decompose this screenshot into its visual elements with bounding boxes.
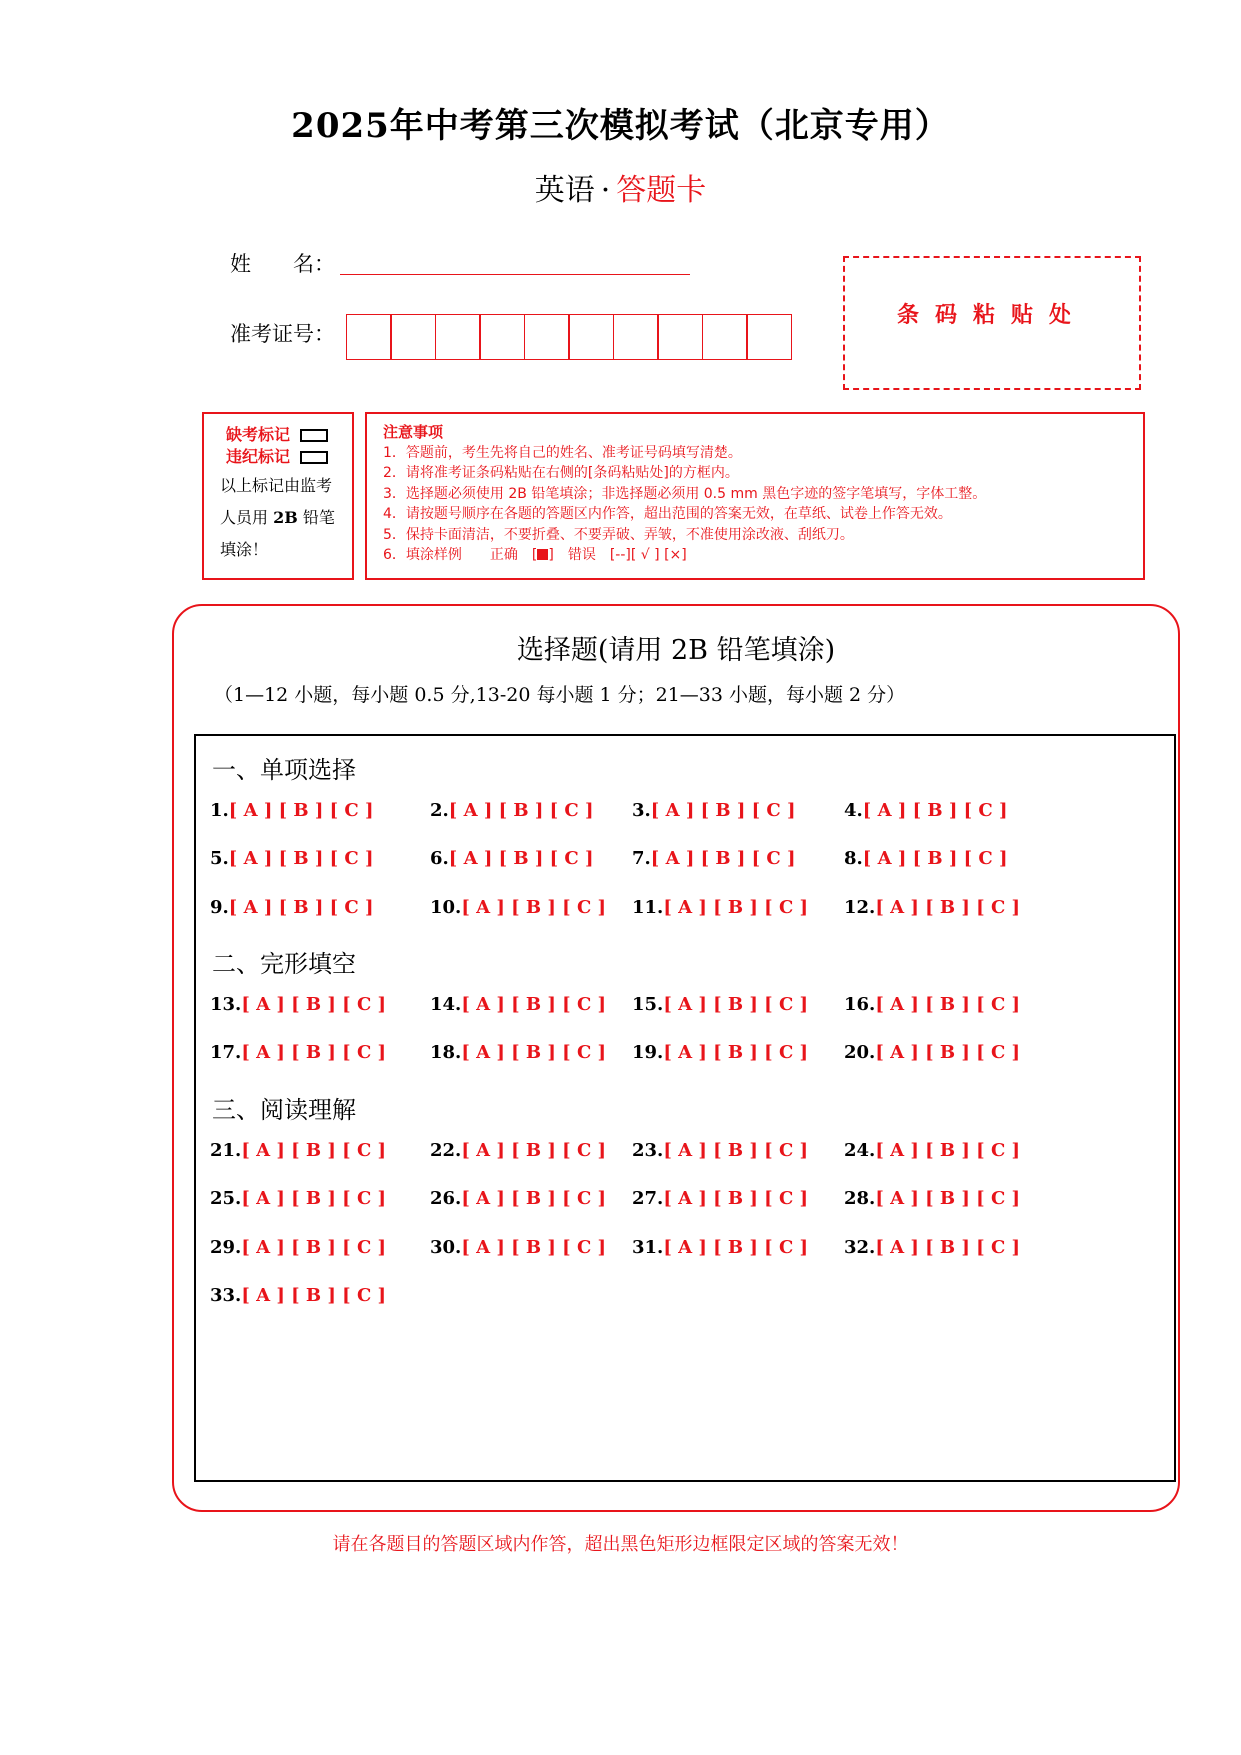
subtitle-separator: · — [600, 173, 611, 208]
question-number: 24. — [844, 1140, 876, 1161]
name-field[interactable] — [340, 274, 690, 275]
barcode-area — [843, 256, 1141, 390]
question-item — [844, 1237, 1020, 1258]
exam-id-digit-box[interactable] — [568, 314, 614, 360]
answer-options[interactable]: [ A ] [ B ] [ C ] — [461, 1140, 607, 1161]
sample-prefix: 6．填涂样例 正确 [ — [383, 547, 538, 563]
mark-note — [220, 470, 346, 566]
mark-note-line — [220, 502, 346, 534]
exam-id-digit-box[interactable] — [702, 314, 748, 360]
question-item — [210, 1285, 386, 1306]
question-item — [632, 848, 796, 869]
part-title-reading: 三、阅读理解 — [212, 1096, 356, 1124]
question-item — [632, 1042, 808, 1063]
question-item — [210, 1042, 386, 1063]
part-title-single-choice: 一、单项选择 — [212, 756, 356, 784]
question-number: 33. — [210, 1285, 242, 1306]
question-number: 18. — [430, 1042, 462, 1063]
question-item — [430, 800, 594, 821]
question-item — [430, 848, 594, 869]
answer-options[interactable]: [ A ] [ B ] [ C ] — [663, 1140, 809, 1161]
answer-options[interactable]: [ A ] [ B ] [ C ] — [875, 1042, 1021, 1063]
question-item — [210, 897, 374, 918]
sample-wrong: [--][ √ ] [×] — [609, 547, 687, 563]
question-number: 30. — [430, 1237, 462, 1258]
notice-box — [365, 412, 1145, 580]
answer-options[interactable]: [ A ] [ B ] [ C ] — [228, 800, 374, 821]
answer-options[interactable]: [ A ] [ B ] [ C ] — [650, 800, 796, 821]
question-number: 6. — [430, 848, 449, 869]
notice-item: 2．请将准考证条码粘贴在右侧的[条码粘贴处]的方框内。 — [383, 465, 739, 481]
name-label: 姓 名： — [230, 252, 335, 276]
card-label: 答题卡 — [616, 173, 707, 208]
question-number: 2. — [430, 800, 449, 821]
answer-options[interactable]: [ A ] [ B ] [ C ] — [461, 1188, 607, 1209]
answer-options[interactable]: [ A ] [ B ] [ C ] — [461, 1237, 607, 1258]
absent-mark-checkbox[interactable] — [300, 429, 328, 442]
mark-note-line: 以上标记由监考 — [220, 476, 333, 495]
question-number: 10. — [430, 897, 462, 918]
question-number: 25. — [210, 1188, 242, 1209]
question-item — [632, 1140, 808, 1161]
exam-id-digit-box[interactable] — [746, 314, 792, 360]
question-item — [632, 1188, 808, 1209]
notice-title: 注意事项 — [383, 423, 444, 441]
question-number: 8. — [844, 848, 863, 869]
answer-options[interactable]: [ A ] [ B ] [ C ] — [241, 994, 387, 1015]
mark-note-text: 人员用 — [220, 508, 274, 527]
question-item — [210, 1188, 386, 1209]
question-number: 1. — [210, 800, 229, 821]
question-number: 31. — [632, 1237, 664, 1258]
answer-options[interactable]: [ A ] [ B ] [ C ] — [461, 1042, 607, 1063]
answer-options[interactable]: [ A ] [ B ] [ C ] — [461, 897, 607, 918]
answer-options[interactable]: [ A ] [ B ] [ C ] — [663, 897, 809, 918]
question-item — [632, 897, 808, 918]
question-number: 12. — [844, 897, 876, 918]
notice-item: 5．保持卡面清洁，不要折叠、不要弄破、弄皱，不准使用涂改液、刮纸刀。 — [383, 526, 854, 543]
question-number: 29. — [210, 1237, 242, 1258]
question-item — [844, 1140, 1020, 1161]
question-number: 13. — [210, 994, 242, 1015]
answer-options[interactable]: [ A ] [ B ] [ C ] — [875, 994, 1021, 1015]
answer-area — [194, 734, 1176, 1482]
answer-options[interactable]: [ A ] [ B ] [ C ] — [663, 994, 809, 1015]
notice-item: 4．请按题号顺序在各题的答题区内作答，超出范围的答案无效，在草纸、试卷上作答无效。 — [383, 506, 952, 522]
exam-id-digit-box[interactable] — [390, 314, 436, 360]
part-title-cloze: 二、完形填空 — [212, 950, 356, 978]
question-item — [632, 994, 808, 1015]
answer-options[interactable]: [ A ] [ B ] [ C ] — [241, 1188, 387, 1209]
notice-item-sample — [383, 545, 1127, 566]
question-number: 11. — [632, 897, 664, 918]
answer-options[interactable]: [ A ] [ B ] [ C ] — [875, 1237, 1021, 1258]
question-number: 16. — [844, 994, 876, 1015]
question-item — [210, 1237, 386, 1258]
answer-options[interactable]: [ A ] [ B ] [ C ] — [663, 1188, 809, 1209]
question-item — [430, 1188, 606, 1209]
section-title: 选择题(请用 2B 铅笔填涂) — [516, 635, 836, 666]
exam-id-digit-box[interactable] — [524, 314, 570, 360]
mark-note-text: 铅笔 — [297, 508, 335, 527]
question-item — [844, 994, 1020, 1015]
page-title: 2025年中考第三次模拟考试（北京专用） — [291, 106, 950, 146]
answer-options[interactable]: [ A ] [ B ] [ C ] — [875, 1188, 1021, 1209]
question-item — [844, 1042, 1020, 1063]
question-number: 15. — [632, 994, 664, 1015]
violation-mark-label: 违纪标记 — [226, 447, 291, 466]
question-item — [632, 800, 796, 821]
question-number: 22. — [430, 1140, 462, 1161]
question-item — [844, 800, 1008, 821]
violation-mark-checkbox[interactable] — [300, 451, 328, 464]
mark-note-line: 填涂！ — [220, 540, 269, 559]
answer-options[interactable]: [ A ] [ B ] [ C ] — [228, 897, 374, 918]
question-item — [844, 897, 1020, 918]
answer-options[interactable]: [ A ] [ B ] [ C ] — [241, 1237, 387, 1258]
answer-options[interactable]: [ A ] [ B ] [ C ] — [875, 897, 1021, 918]
exam-id-digit-box[interactable] — [657, 314, 703, 360]
violation-mark-row — [226, 444, 328, 467]
footer-warning: 请在各题目的答题区域内作答，超出黑色矩形边框限定区域的答案无效！ — [332, 1534, 909, 1555]
question-number: 28. — [844, 1188, 876, 1209]
exam-id-boxes — [347, 314, 792, 360]
question-number: 17. — [210, 1042, 242, 1063]
choice-section — [172, 604, 1180, 1512]
answer-options[interactable]: [ A ] [ B ] [ C ] — [875, 1140, 1021, 1161]
answer-options[interactable]: [ A ] [ B ] [ C ] — [862, 800, 1008, 821]
question-item — [430, 994, 606, 1015]
question-item — [210, 848, 374, 869]
question-item — [844, 848, 1008, 869]
exam-id-digit-box[interactable] — [479, 314, 525, 360]
notice-item: 1．答题前，考生先将自己的姓名、准考证号码填写清楚。 — [383, 444, 742, 461]
barcode-label: 条码粘贴处 — [896, 302, 1087, 328]
exam-id-digit-box[interactable] — [613, 314, 659, 360]
answer-options[interactable]: [ A ] [ B ] [ C ] — [241, 1140, 387, 1161]
exam-id-label: 准考证号： — [230, 322, 335, 346]
sample-mid: ] 错误 — [548, 547, 610, 563]
answer-options[interactable]: [ A ] [ B ] [ C ] — [461, 994, 607, 1015]
question-number: 27. — [632, 1188, 664, 1209]
question-number: 5. — [210, 848, 229, 869]
answer-options[interactable]: [ A ] [ B ] [ C ] — [650, 848, 796, 869]
question-item — [430, 1140, 606, 1161]
answer-options[interactable]: [ A ] [ B ] [ C ] — [862, 848, 1008, 869]
absent-mark-row — [226, 422, 328, 445]
question-item — [210, 1140, 386, 1161]
question-number: 19. — [632, 1042, 664, 1063]
question-number: 4. — [844, 800, 863, 821]
notice-item: 3．选择题必须使用 2B 铅笔填涂；非选择题必须用 0.5 mm 黑色字迹的签字笔填写，字体工整。 — [383, 485, 987, 502]
question-item — [430, 1042, 606, 1063]
question-number: 23. — [632, 1140, 664, 1161]
exam-id-digit-box[interactable] — [346, 314, 392, 360]
question-number: 7. — [632, 848, 651, 869]
question-item — [844, 1188, 1020, 1209]
question-item — [210, 800, 374, 821]
answer-options[interactable]: [ A ] [ B ] [ C ] — [448, 848, 594, 869]
absent-mark-label: 缺考标记 — [226, 425, 291, 444]
filled-square-icon — [537, 549, 548, 560]
answer-options[interactable]: [ A ] [ B ] [ C ] — [663, 1237, 809, 1258]
subject-label: 英语 — [534, 173, 595, 208]
answer-options[interactable]: [ A ] [ B ] [ C ] — [241, 1285, 387, 1306]
exam-id-digit-box[interactable] — [435, 314, 481, 360]
question-number: 14. — [430, 994, 462, 1015]
question-number: 9. — [210, 897, 229, 918]
mark-box — [202, 412, 354, 580]
section-note: （1—12 小题，每小题 0.5 分,13-20 每小题 1 分；21—33 小题，每小题 2 分） — [214, 684, 906, 706]
question-number: 3. — [632, 800, 651, 821]
question-number: 20. — [844, 1042, 876, 1063]
question-item — [632, 1237, 808, 1258]
question-item — [430, 1237, 606, 1258]
answer-options[interactable]: [ A ] [ B ] [ C ] — [228, 848, 374, 869]
mark-note-bold: 2B — [273, 508, 298, 527]
question-item — [210, 994, 386, 1015]
answer-options[interactable]: [ A ] [ B ] [ C ] — [448, 800, 594, 821]
page-subtitle — [0, 165, 1241, 209]
answer-options[interactable]: [ A ] [ B ] [ C ] — [241, 1042, 387, 1063]
question-number: 26. — [430, 1188, 462, 1209]
question-number: 32. — [844, 1237, 876, 1258]
answer-options[interactable]: [ A ] [ B ] [ C ] — [663, 1042, 809, 1063]
question-item — [430, 897, 606, 918]
question-number: 21. — [210, 1140, 242, 1161]
